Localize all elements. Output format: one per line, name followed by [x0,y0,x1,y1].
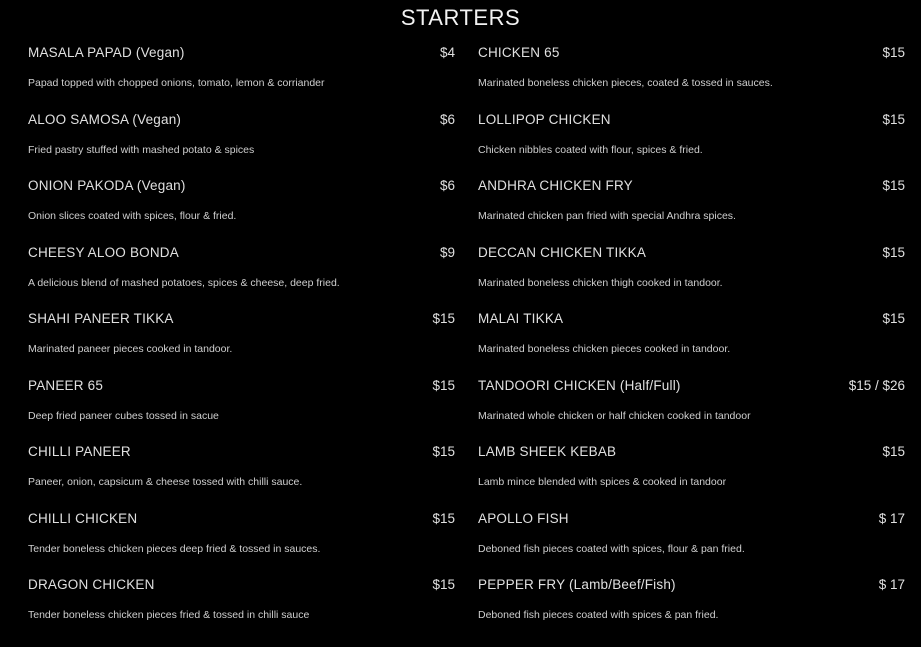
item-name: CHICKEN 65 [478,45,560,60]
menu-item [478,377,905,444]
item-description: Tender boneless chicken pieces fried & tossed in chilli sauce [28,609,310,621]
item-price: $15 / $26 [848,377,905,393]
menu-item [28,44,455,111]
item-price: $15 [882,244,905,260]
item-price: $6 [439,111,455,127]
item-name: APOLLO FISH [478,510,569,526]
item-description: Marinated boneless chicken pieces, coated & tossed in sauces. [478,77,773,89]
item-description: Tender boneless chicken pieces deep fried & tossed in sauces. [28,542,321,555]
item-description: Marinated boneless chicken pieces cooked in tandoor. [478,343,731,355]
item-description: Lamb mince blended with spices & cooked in tandoor [478,476,727,488]
page-title: STARTERS [400,5,521,30]
item-description: Fried pastry stuffed with mashed potato & spices [28,143,255,156]
item-description: Marinated whole chicken or half chicken cooked in tandoor [478,409,751,422]
item-name: ALOO SAMOSA (Vegan) [28,111,182,127]
item-name: SHAHI PANEER TIKKA [28,311,174,326]
item-name: CHILLI CHICKEN [28,510,138,526]
item-description: Deboned fish pieces coated with spices, flour & pan fried. [478,542,745,555]
item-name: ONION PAKODA (Vegan) [28,178,186,193]
menu-item [478,510,905,577]
item-name: MASALA PAPAD (Vegan) [28,45,185,60]
menu-column-right [478,44,905,643]
item-name: ANDHRA CHICKEN FRY [478,178,633,193]
menu-item [28,377,455,444]
menu-item [28,510,455,577]
item-description: Marinated chicken pan fried with special Andhra spices. [478,210,736,222]
item-description: Chicken nibbles coated with flour, spices & fried. [478,143,703,156]
menu-item [478,244,905,311]
item-name: CHILLI PANEER [28,444,131,459]
item-name: LOLLIPOP CHICKEN [478,111,611,127]
menu-item [478,310,905,377]
menu-item [478,443,905,510]
item-description: Onion slices coated with spices, flour & fried. [28,210,237,222]
item-description: Marinated boneless chicken thigh cooked in tandoor. [478,276,723,289]
item-name: MALAI TIKKA [478,311,564,326]
menu-item [28,177,455,244]
item-price: $15 [432,444,455,459]
item-name: DECCAN CHICKEN TIKKA [478,244,647,260]
menu-item [28,576,455,643]
menu-item [478,177,905,244]
item-price: $15 [882,444,905,459]
item-description: Deep fried paneer cubes tossed in sacue [28,409,219,422]
item-price: $ 17 [878,577,905,592]
item-price: $9 [439,244,455,260]
item-price: $15 [882,45,905,60]
item-price: $6 [439,178,455,193]
menu-item [28,310,455,377]
item-name: DRAGON CHICKEN [28,577,155,592]
item-price: $15 [882,178,905,193]
menu-item [28,443,455,510]
item-price: $15 [432,577,455,592]
item-name: CHEESY ALOO BONDA [28,244,179,260]
menu-item [478,44,905,111]
item-name: PEPPER FRY (Lamb/Beef/Fish) [478,577,676,592]
item-price: $15 [432,311,455,326]
item-price: $15 [432,377,455,393]
item-name: PANEER 65 [28,377,104,393]
item-price: $4 [439,45,455,60]
menu-item [478,111,905,178]
item-name: TANDOORI CHICKEN (Half/Full) [478,377,681,393]
menu-item [28,244,455,311]
item-description: Paneer, onion, capsicum & cheese tossed with chilli sauce. [28,476,303,488]
item-name: LAMB SHEEK KEBAB [478,444,617,459]
item-price: $15 [882,311,905,326]
item-price: $15 [882,111,905,127]
item-description: A delicious blend of mashed potatoes, spices & cheese, deep fried. [28,276,340,289]
menu-item [478,576,905,643]
item-description: Deboned fish pieces coated with spices & pan fried. [478,609,719,621]
item-description: Marinated paneer pieces cooked in tandoor. [28,343,233,355]
item-price: $15 [432,510,455,526]
item-price: $ 17 [878,510,905,526]
item-description: Papad topped with chopped onions, tomato, lemon & corriander [28,77,325,89]
menu-item [28,111,455,178]
menu-column-left [28,44,455,643]
